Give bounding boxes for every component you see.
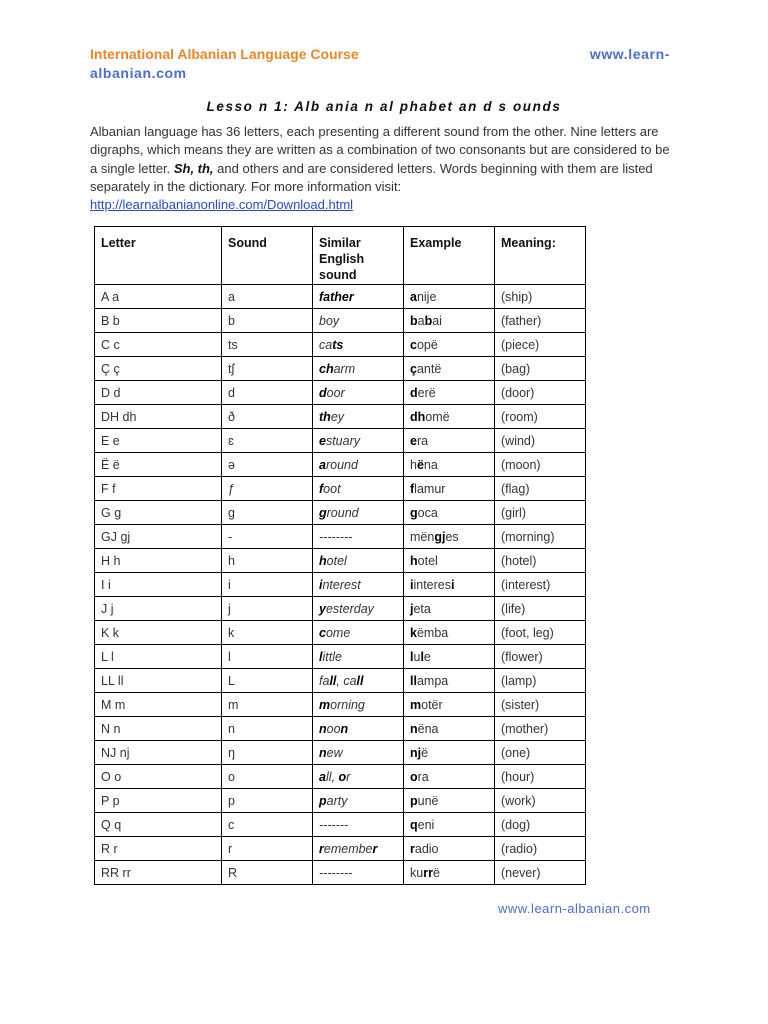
text-segment: eta <box>413 601 431 616</box>
intro-bold-text: Sh, th, <box>173 160 214 176</box>
english-sound-cell <box>313 813 404 837</box>
highlighted-segment: ch <box>319 361 334 376</box>
table-row <box>95 525 586 549</box>
highlighted-segment: a <box>410 289 417 304</box>
table-header-row <box>95 227 586 285</box>
highlighted-segment: g <box>319 505 327 520</box>
highlighted-segment: l <box>410 649 414 664</box>
table-row <box>95 765 586 789</box>
letter-cell: I i <box>95 573 222 597</box>
english-sound-cell <box>313 861 404 885</box>
example-cell <box>404 405 495 429</box>
example-cell <box>404 357 495 381</box>
text-segment: oca <box>417 505 438 520</box>
table-body <box>95 285 586 885</box>
text-segment: erë <box>417 385 436 400</box>
header-example: Example <box>404 227 495 285</box>
table-row <box>95 333 586 357</box>
example-cell <box>404 669 495 693</box>
intro-text-part1: Albanian language has 36 letters, each presenting a different sound from the other. Nine letters are digraphs, which means they are written as a combination of two consonants but are considered to be a single letter. <box>90 124 670 176</box>
letter-cell: N n <box>95 717 222 741</box>
highlighted-segment: m <box>410 697 422 712</box>
sound-cell: n <box>222 717 313 741</box>
example-cell <box>404 309 495 333</box>
highlighted-segment: dh <box>410 409 426 424</box>
text-segment: oo <box>326 721 341 736</box>
english-sound-cell <box>313 285 404 309</box>
highlighted-segment: d <box>319 385 327 400</box>
letter-cell: G g <box>95 501 222 525</box>
text-segment: a <box>417 313 425 328</box>
meaning-cell: (interest) <box>495 573 586 597</box>
table-row <box>95 285 586 309</box>
letter-cell: J j <box>95 597 222 621</box>
sound-cell: m <box>222 693 313 717</box>
example-cell <box>404 717 495 741</box>
text-segment: otel <box>417 553 438 568</box>
english-sound-cell <box>313 405 404 429</box>
table-row <box>95 309 586 333</box>
text-segment: ku <box>410 865 424 880</box>
english-sound-cell <box>313 381 404 405</box>
table-row <box>95 549 586 573</box>
letter-cell: NJ nj <box>95 741 222 765</box>
header-website-link[interactable]: www.learn- <box>589 46 670 62</box>
example-cell <box>404 765 495 789</box>
table-row <box>95 621 586 645</box>
text-segment: oor <box>326 385 345 400</box>
sound-cell: tʃ <box>222 357 313 381</box>
table-row <box>95 717 586 741</box>
text-segment: orning <box>330 697 365 712</box>
meaning-cell: (bag) <box>495 357 586 381</box>
highlighted-segment: gj <box>434 529 446 544</box>
intro-text-part2: and others and are considered letters. Words beginning with them are listed separately in the dictionary. For more information visit: <box>90 160 653 194</box>
highlighted-segment: father <box>319 289 354 304</box>
highlighted-segment: ts <box>332 337 344 352</box>
meaning-cell: (ship) <box>495 285 586 309</box>
highlighted-segment: l <box>319 649 323 664</box>
table-row <box>95 669 586 693</box>
example-cell <box>404 789 495 813</box>
highlighted-segment: h <box>319 553 327 568</box>
text-segment: e <box>423 649 431 664</box>
text-segment: r <box>346 769 351 784</box>
text-segment: ittle <box>322 649 342 664</box>
english-sound-cell <box>313 741 404 765</box>
meaning-cell: (radio) <box>495 837 586 861</box>
meaning-cell: (morning) <box>495 525 586 549</box>
example-cell <box>404 621 495 645</box>
text-segment: unë <box>417 793 439 808</box>
text-segment: mën <box>410 529 435 544</box>
example-cell <box>404 381 495 405</box>
meaning-cell: (foot, leg) <box>495 621 586 645</box>
highlighted-segment: c <box>410 337 417 352</box>
header-meaning: Meaning: <box>495 227 586 285</box>
sound-cell: b <box>222 309 313 333</box>
english-sound-cell <box>313 333 404 357</box>
sound-cell: ŋ <box>222 741 313 765</box>
english-sound-cell <box>313 453 404 477</box>
highlighted-segment: n <box>319 745 327 760</box>
highlighted-segment: ç <box>410 361 417 376</box>
highlighted-segment: f <box>410 481 415 496</box>
table-row <box>95 645 586 669</box>
english-sound-cell <box>313 837 404 861</box>
text-segment: nterest <box>322 577 361 592</box>
example-cell <box>404 285 495 309</box>
highlighted-segment: j <box>410 601 414 616</box>
text-segment: u <box>413 649 421 664</box>
example-cell <box>404 741 495 765</box>
example-cell <box>404 813 495 837</box>
sound-cell: p <box>222 789 313 813</box>
english-sound-cell <box>313 765 404 789</box>
text-segment: ome <box>325 625 351 640</box>
example-cell <box>404 645 495 669</box>
sound-cell: ð <box>222 405 313 429</box>
text-segment: ew <box>326 745 343 760</box>
text-segment: ------- <box>319 817 349 832</box>
meaning-cell: (door) <box>495 381 586 405</box>
highlighted-segment: p <box>319 793 327 808</box>
sound-cell: i <box>222 573 313 597</box>
highlighted-segment: m <box>319 697 331 712</box>
letter-cell: C c <box>95 333 222 357</box>
text-segment: ëmba <box>416 625 449 640</box>
highlighted-segment: r <box>410 841 415 856</box>
header-letter: Letter <box>95 227 222 285</box>
meaning-cell: (life) <box>495 597 586 621</box>
english-sound-cell <box>313 645 404 669</box>
text-segment: arty <box>326 793 348 808</box>
text-segment: -------- <box>319 865 353 880</box>
header-similar-english-sound: Similar English sound <box>313 227 404 285</box>
letter-cell: P p <box>95 789 222 813</box>
english-sound-cell <box>313 525 404 549</box>
example-cell <box>404 693 495 717</box>
meaning-cell: (flag) <box>495 477 586 501</box>
document-header <box>90 45 670 83</box>
meaning-cell: (wind) <box>495 429 586 453</box>
letter-cell: B b <box>95 309 222 333</box>
highlighted-segment: r <box>319 841 324 856</box>
sound-cell: l <box>222 645 313 669</box>
letter-cell: R r <box>95 837 222 861</box>
text-segment: ca <box>319 337 333 352</box>
table-row <box>95 741 586 765</box>
text-segment: h <box>410 457 417 472</box>
english-sound-cell <box>313 693 404 717</box>
text-segment: round <box>325 457 358 472</box>
table-row <box>95 501 586 525</box>
sound-cell: g <box>222 501 313 525</box>
table-row <box>95 405 586 429</box>
text-segment: boy <box>319 313 340 328</box>
highlighted-segment: b <box>424 313 433 328</box>
example-cell <box>404 549 495 573</box>
example-cell <box>404 453 495 477</box>
example-cell <box>404 837 495 861</box>
text-segment: esterday <box>325 601 374 616</box>
english-sound-cell <box>313 789 404 813</box>
highlighted-segment: k <box>410 625 417 640</box>
meaning-cell: (sister) <box>495 693 586 717</box>
highlighted-segment: i <box>319 577 323 592</box>
meaning-cell: (never) <box>495 861 586 885</box>
letter-cell: E e <box>95 429 222 453</box>
highlighted-segment: n <box>319 721 327 736</box>
sound-cell: ə <box>222 453 313 477</box>
highlighted-segment: ll <box>329 673 337 688</box>
text-segment: ëna <box>417 721 439 736</box>
letter-cell: H h <box>95 549 222 573</box>
sound-cell: d <box>222 381 313 405</box>
highlighted-segment: o <box>410 769 418 784</box>
text-segment: opë <box>416 337 438 352</box>
highlighted-segment: ë <box>416 457 424 472</box>
highlighted-segment: b <box>410 313 418 328</box>
table-row <box>95 429 586 453</box>
example-cell <box>404 429 495 453</box>
footer-website-link[interactable]: www.learn-albanian.com <box>498 901 651 916</box>
example-cell <box>404 573 495 597</box>
letter-cell: DH dh <box>95 405 222 429</box>
letter-cell: A a <box>95 285 222 309</box>
table-row <box>95 453 586 477</box>
text-segment: ampa <box>416 673 449 688</box>
text-segment: , ca <box>336 673 357 688</box>
highlighted-segment: a <box>319 457 326 472</box>
english-sound-cell <box>313 309 404 333</box>
table-row <box>95 789 586 813</box>
text-segment: es <box>445 529 459 544</box>
meaning-cell: (mother) <box>495 717 586 741</box>
text-segment: otel <box>326 553 347 568</box>
highlighted-segment: nj <box>410 745 422 760</box>
highlighted-segment: i <box>451 577 455 592</box>
highlighted-segment: q <box>410 817 418 832</box>
highlighted-segment: n <box>340 721 349 736</box>
meaning-cell: (room) <box>495 405 586 429</box>
text-segment: ra <box>417 769 429 784</box>
sound-cell: k <box>222 621 313 645</box>
text-segment: lamur <box>414 481 446 496</box>
highlighted-segment: l <box>420 649 424 664</box>
sound-cell: L <box>222 669 313 693</box>
highlighted-segment: i <box>410 577 414 592</box>
table-row <box>95 357 586 381</box>
letter-cell: F f <box>95 477 222 501</box>
lesson-title: Lesso n 1: Alb ania n al phabet an d s ounds <box>206 99 562 114</box>
highlighted-segment: p <box>410 793 418 808</box>
highlighted-segment: th <box>319 409 331 424</box>
english-sound-cell <box>313 501 404 525</box>
text-segment: fa <box>319 673 330 688</box>
example-cell <box>404 501 495 525</box>
meaning-cell: (one) <box>495 741 586 765</box>
example-cell <box>404 525 495 549</box>
table-row <box>95 381 586 405</box>
text-segment: ll, <box>325 769 339 784</box>
highlighted-segment: e <box>319 433 326 448</box>
sound-cell: o <box>222 765 313 789</box>
highlighted-segment: g <box>410 505 418 520</box>
example-cell <box>404 597 495 621</box>
text-segment: antë <box>416 361 442 376</box>
highlighted-segment: c <box>319 625 326 640</box>
text-segment: interes <box>413 577 452 592</box>
table-row <box>95 573 586 597</box>
text-segment: otër <box>421 697 443 712</box>
table-row <box>95 597 586 621</box>
meaning-cell: (girl) <box>495 501 586 525</box>
letter-cell: GJ gj <box>95 525 222 549</box>
meaning-cell: (work) <box>495 789 586 813</box>
sound-cell: r <box>222 837 313 861</box>
text-segment: omë <box>425 409 450 424</box>
text-segment: adio <box>414 841 439 856</box>
english-sound-cell <box>313 549 404 573</box>
english-sound-cell <box>313 429 404 453</box>
letter-cell: RR rr <box>95 861 222 885</box>
text-segment: na <box>423 457 438 472</box>
highlighted-segment: a <box>319 769 326 784</box>
sound-cell: a <box>222 285 313 309</box>
text-segment: ë <box>432 865 440 880</box>
text-segment: ai <box>432 313 442 328</box>
letter-cell: Ë ë <box>95 453 222 477</box>
letter-cell: D d <box>95 381 222 405</box>
english-sound-cell <box>313 717 404 741</box>
highlighted-segment: rr <box>423 865 433 880</box>
sound-cell: - <box>222 525 313 549</box>
letter-cell: Ç ç <box>95 357 222 381</box>
text-segment: round <box>326 505 359 520</box>
letter-cell: M m <box>95 693 222 717</box>
text-segment: ey <box>330 409 345 424</box>
highlighted-segment: ll <box>410 673 417 688</box>
highlighted-segment: o <box>338 769 347 784</box>
english-sound-cell <box>313 357 404 381</box>
sound-cell: R <box>222 861 313 885</box>
table-row <box>95 837 586 861</box>
text-segment: nije <box>416 289 437 304</box>
meaning-cell: (father) <box>495 309 586 333</box>
sound-cell: h <box>222 549 313 573</box>
sound-cell: ɛ <box>222 429 313 453</box>
highlighted-segment: n <box>410 721 418 736</box>
meaning-cell: (moon) <box>495 453 586 477</box>
sound-cell: c <box>222 813 313 837</box>
english-sound-cell <box>313 597 404 621</box>
highlighted-segment: h <box>410 553 418 568</box>
intro-paragraph <box>90 123 680 214</box>
example-cell <box>404 861 495 885</box>
meaning-cell: (hotel) <box>495 549 586 573</box>
meaning-cell: (piece) <box>495 333 586 357</box>
header-sound: Sound <box>222 227 313 285</box>
letter-cell: L l <box>95 645 222 669</box>
letter-cell: LL ll <box>95 669 222 693</box>
text-segment: arm <box>333 361 356 376</box>
letter-cell: Q q <box>95 813 222 837</box>
text-segment: ra <box>416 433 429 448</box>
example-cell <box>404 477 495 501</box>
letter-cell: O o <box>95 765 222 789</box>
highlighted-segment: f <box>319 481 324 496</box>
text-segment: eni <box>417 817 435 832</box>
example-cell <box>404 333 495 357</box>
meaning-cell: (hour) <box>495 765 586 789</box>
table-row <box>95 813 586 837</box>
highlighted-segment: ll <box>356 673 364 688</box>
english-sound-cell <box>313 477 404 501</box>
highlighted-segment: d <box>410 385 418 400</box>
text-segment: -------- <box>319 529 353 544</box>
meaning-cell: (dog) <box>495 813 586 837</box>
highlighted-segment: y <box>319 601 326 616</box>
alphabet-table <box>94 226 586 885</box>
english-sound-cell <box>313 621 404 645</box>
sound-cell: ƒ <box>222 477 313 501</box>
course-title: International Albanian Language Course <box>90 46 359 62</box>
highlighted-segment: r <box>372 841 378 856</box>
meaning-cell: (flower) <box>495 645 586 669</box>
sound-cell: j <box>222 597 313 621</box>
sound-cell: ts <box>222 333 313 357</box>
table-row <box>95 693 586 717</box>
highlighted-segment: e <box>410 433 417 448</box>
text-segment: ë <box>421 745 429 760</box>
meaning-cell: (lamp) <box>495 669 586 693</box>
header-website-link-continued[interactable]: albanian.com <box>90 65 187 81</box>
download-link[interactable]: http://learnalbanianonline.com/Download.html <box>90 197 354 213</box>
text-segment: oot <box>323 481 341 496</box>
text-segment: emembe <box>323 841 373 856</box>
english-sound-cell <box>313 669 404 693</box>
table-row <box>95 861 586 885</box>
text-segment: stuary <box>325 433 360 448</box>
letter-cell: K k <box>95 621 222 645</box>
table-row <box>95 477 586 501</box>
english-sound-cell <box>313 573 404 597</box>
